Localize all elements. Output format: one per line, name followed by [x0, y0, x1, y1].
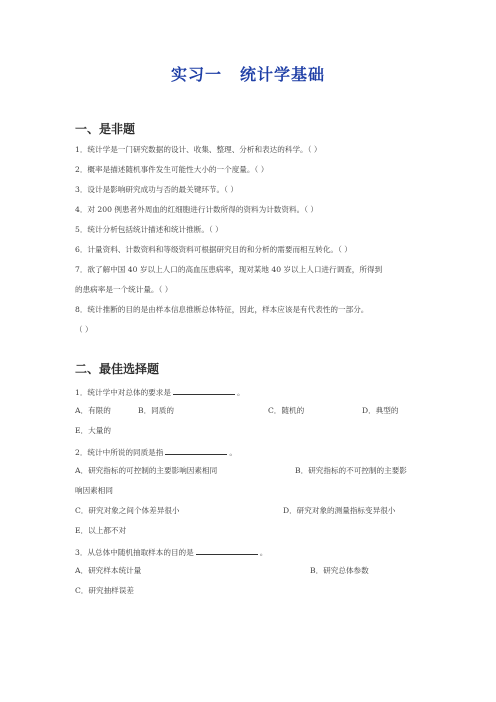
tf-item-8: 8．统计推断的目的是由样本信息推断总体特征，因此，样本应该是有代表性的一部分。 — [75, 305, 369, 314]
q1-stem-end: 。 — [236, 388, 245, 397]
tf-item-2: 2．概率是描述随机事件发生可能性大小的一个度量。（ ） — [75, 165, 269, 174]
section-heading-true-false: 一、是非题 — [75, 122, 136, 136]
tf-item-6: 6．计量资料、计数资料和等级资料可根据研究目的和分析的需要而相互转化。（ ） — [75, 245, 352, 254]
q3-option-b: B．研究总体参数 — [310, 566, 369, 575]
page-title — [0, 62, 496, 85]
q2-option-e: E．以上都不对 — [75, 526, 127, 535]
q2-option-a: A．研究指标的可控制的主要影响因素相同 — [75, 466, 218, 475]
q1-stem — [75, 386, 436, 398]
q1-option-c: C．随机的 — [268, 406, 305, 415]
section-heading-choice: 二、最佳选择题 — [75, 362, 160, 376]
tf-item-1: 1．统计学是一门研究数据的设计、收集、整理、分析和表达的科学。（ ） — [75, 145, 322, 154]
q1-stem-text: 1．统计学中对总体的要求是 — [75, 388, 171, 397]
title-part-1: 实习一 — [170, 65, 222, 84]
q3-stem-end: 。 — [259, 548, 268, 557]
q2-stem-end: 。 — [229, 448, 237, 457]
q1-option-e: E．大量的 — [75, 426, 111, 435]
q2-stem-text: 2．统计中所说的同质是指 — [75, 448, 164, 457]
q3-option-c: C．研究抽样误差 — [75, 586, 134, 595]
q2-option-c: C．研究对象之间个体差异很小 — [75, 506, 180, 515]
q2-answer-blank[interactable] — [165, 446, 227, 455]
tf-item-5: 5．统计分析包括统计描述和统计推断。（ ） — [75, 225, 223, 234]
q1-option-a: A．有限的 — [75, 406, 111, 415]
q3-stem-text: 3．从总体中随机抽取样本的目的是 — [75, 548, 194, 557]
q3-answer-blank[interactable] — [196, 546, 258, 555]
tf-item-3: 3．设计是影响研究成功与否的最关键环节。（ ） — [75, 185, 238, 194]
q2-option-b-cont: 响因素相同 — [75, 486, 113, 495]
q1-option-b: B．同质的 — [138, 406, 174, 415]
q2-option-b: B．研究指标的不可控制的主要影 — [295, 466, 407, 475]
tf-item-7-cont: 的患病率是一个统计量。（ ） — [75, 285, 173, 294]
tf-item-4: 4．对 200 例患者外周血的红细胞进行计数所得的资料为计数资料。（ ） — [75, 205, 318, 214]
tf-item-8-cont: （ ） — [75, 325, 93, 334]
tf-item-7: 7．欲了解中国 40 岁以上人口的高血压患病率，现对某地 40 岁以上人口进行调查，所得到 — [75, 265, 383, 274]
q1-answer-blank[interactable] — [173, 386, 235, 395]
q3-stem — [75, 546, 436, 558]
q3-option-a: A．研究样本统计量 — [75, 566, 142, 575]
q1-option-d: D．典型的 — [362, 406, 399, 415]
title-part-2: 统计学基础 — [240, 65, 326, 84]
q2-stem — [75, 446, 436, 458]
q2-option-d: D．研究对象的测量指标变异很小 — [283, 506, 396, 515]
